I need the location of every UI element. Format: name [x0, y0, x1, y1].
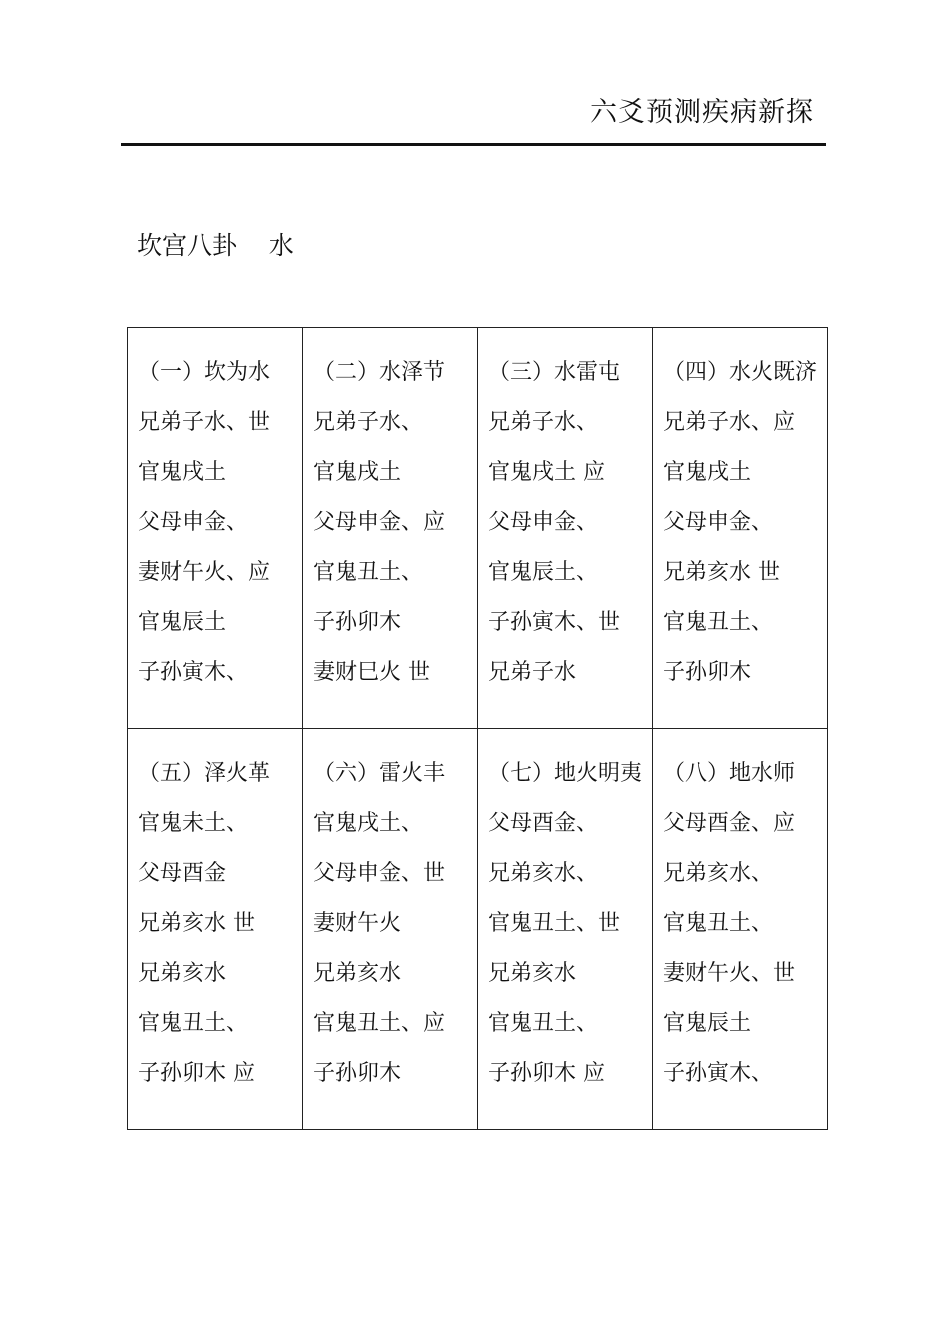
yao-line: 兄弟亥水 — [138, 961, 227, 986]
hexagram-cell — [128, 328, 303, 729]
yao-line: 官鬼戌土 — [138, 460, 227, 485]
yao-line: 子孙卯木 — [313, 1061, 402, 1086]
page-header-title: 六爻预测疾病新探 — [590, 97, 814, 128]
yao-line: 官鬼丑土、 — [138, 1011, 249, 1036]
hexagram-cell — [478, 328, 653, 729]
section-title: 坎宫八卦 水 — [137, 231, 294, 260]
hexagram-name: （三）水雷屯 — [488, 360, 621, 385]
yao-line: 父母申金、 — [138, 510, 249, 535]
hexagram-cell — [303, 328, 478, 729]
yao-line: 官鬼辰土、 — [488, 560, 599, 585]
yao-line: 兄弟亥水 世 — [138, 911, 255, 936]
yao-line: 官鬼辰土 — [138, 610, 227, 635]
yao-line: 兄弟亥水、 — [663, 861, 774, 886]
yao-line: 官鬼戌土 — [663, 460, 752, 485]
yao-line: 妻财午火 — [313, 911, 402, 936]
yao-line: 兄弟亥水、 — [488, 861, 599, 886]
hexagram-cell — [653, 729, 828, 1130]
yao-line: 子孙卯木 应 — [488, 1061, 605, 1086]
yao-line: 妻财午火、应 — [138, 560, 271, 585]
yao-line: 官鬼丑土、 — [488, 1011, 599, 1036]
table-row — [128, 328, 828, 729]
yao-line: 父母申金、 — [663, 510, 774, 535]
hexagram-name: （五）泽火革 — [138, 761, 271, 786]
hexagram-cell — [303, 729, 478, 1130]
yao-line: 官鬼丑土、世 — [488, 911, 621, 936]
yao-line: 官鬼丑土、应 — [313, 1011, 446, 1036]
hexagram-cell — [128, 729, 303, 1130]
header-divider — [121, 143, 826, 146]
yao-line: 官鬼丑土、 — [313, 560, 424, 585]
yao-line: 父母申金、应 — [313, 510, 446, 535]
yao-line: 父母酉金、 — [488, 811, 599, 836]
yao-line: 子孙卯木 — [663, 660, 752, 685]
yao-line: 兄弟子水 — [488, 660, 577, 685]
hexagram-name: （四）水火既济 — [663, 360, 818, 385]
yao-line: 兄弟子水、 — [488, 410, 599, 435]
yao-line: 子孙卯木 应 — [138, 1061, 255, 1086]
table-row — [128, 729, 828, 1130]
yao-line: 官鬼戌土、 — [313, 811, 424, 836]
hexagram-name: （六）雷火丰 — [313, 761, 446, 786]
yao-line: 妻财巳火 世 — [313, 660, 430, 685]
yao-line: 妻财午火、世 — [663, 961, 796, 986]
hexagram-name: （七）地火明夷 — [488, 761, 643, 786]
hexagram-table — [127, 327, 828, 1130]
yao-line: 官鬼丑土、 — [663, 610, 774, 635]
hexagram-cell — [653, 328, 828, 729]
yao-line: 子孙寅木、 — [138, 660, 249, 685]
yao-line: 官鬼戌土 — [313, 460, 402, 485]
yao-line: 兄弟亥水 — [488, 961, 577, 986]
yao-line: 父母酉金、应 — [663, 811, 796, 836]
hexagram-cell — [478, 729, 653, 1130]
hexagram-name: （一）坎为水 — [138, 360, 271, 385]
yao-line: 父母酉金 — [138, 861, 227, 886]
yao-line: 子孙寅木、 — [663, 1061, 774, 1086]
yao-line: 兄弟亥水 — [313, 961, 402, 986]
yao-line: 官鬼辰土 — [663, 1011, 752, 1036]
hexagram-name: （二）水泽节 — [313, 360, 446, 385]
yao-line: 父母申金、 — [488, 510, 599, 535]
yao-line: 官鬼未土、 — [138, 811, 249, 836]
yao-line: 子孙寅木、世 — [488, 610, 621, 635]
yao-line: 兄弟子水、应 — [663, 410, 796, 435]
yao-line: 子孙卯木 — [313, 610, 402, 635]
yao-line: 官鬼丑土、 — [663, 911, 774, 936]
yao-line: 父母申金、世 — [313, 861, 446, 886]
yao-line: 兄弟子水、 — [313, 410, 424, 435]
yao-line: 官鬼戌土 应 — [488, 460, 605, 485]
hexagram-name: （八）地水师 — [663, 761, 796, 786]
yao-line: 兄弟子水、世 — [138, 410, 271, 435]
yao-line: 兄弟亥水 世 — [663, 560, 780, 585]
